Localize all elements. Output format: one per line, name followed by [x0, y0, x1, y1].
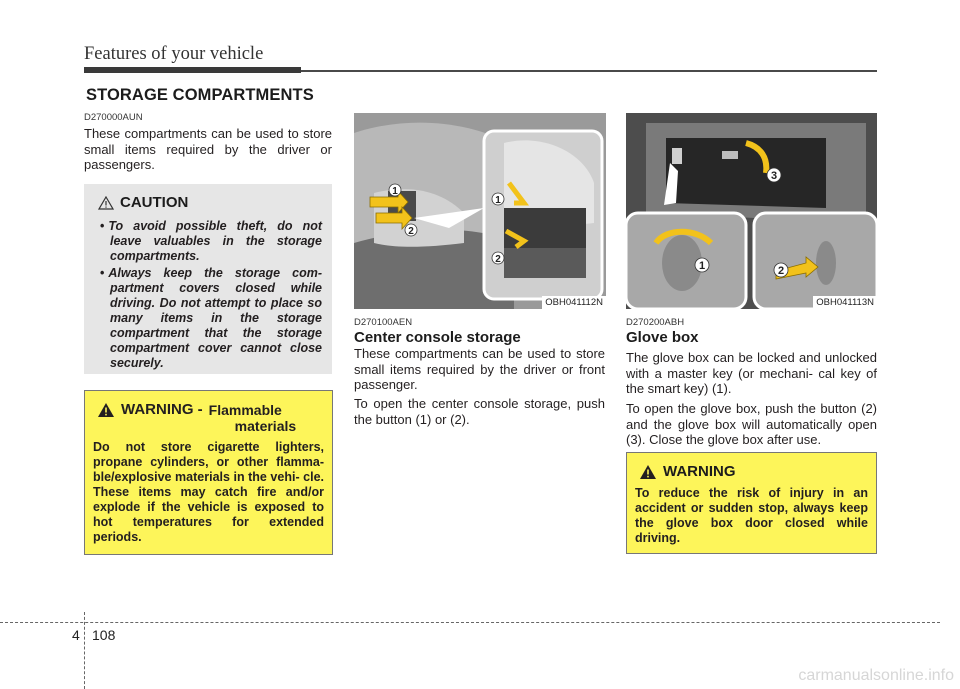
- header-bar: [84, 67, 301, 73]
- caution-item: • To avoid possible theft, do not leave valuables in the storage compartments.: [94, 219, 322, 264]
- section-intro: These compartments can be used to store small items required by the driver or passengers.: [84, 126, 332, 172]
- figure-label: OBH041112N: [542, 296, 606, 309]
- running-header: Features of your vehicle: [84, 44, 264, 64]
- center-console-code: D270100AEN: [354, 317, 413, 328]
- warning-flammable-label: WARNING -: [121, 401, 203, 418]
- callout-1: 1: [495, 195, 501, 206]
- section-code: D270000AUN: [84, 112, 143, 123]
- warning-glove-heading-text: WARNING: [663, 463, 736, 480]
- center-console-illustration: [354, 113, 606, 309]
- warning-flammable-subheading: materials: [234, 418, 297, 434]
- caution-triangle-icon: [98, 196, 114, 210]
- glove-box-title: Glove box: [626, 329, 699, 346]
- warning-flammable-box: [84, 390, 333, 555]
- warning-glove-body: To reduce the risk of injury in an accident or sudden stop, always keep the glove box door closed while driving.: [635, 486, 868, 545]
- callout-2: 2: [777, 265, 785, 277]
- warning-triangle-icon: [639, 464, 657, 480]
- glove-box-para: To open the glove box, push the button (2) and the glove box will automatically open (3). Close the glove box after use.: [626, 401, 877, 447]
- glove-box-para: The glove box can be locked and unlocked with a master key (or mechani- cal key of the smart key) (1).: [626, 350, 877, 396]
- warning-glove-box: [626, 452, 877, 554]
- caution-item: • Always keep the storage com- partment covers closed while driving. Do not attempt to place so many items in the storage compartment that the storage compartment cover cannot close securely.: [94, 266, 322, 371]
- caution-heading: [98, 194, 322, 211]
- warning-flammable-heading: [93, 401, 324, 434]
- callout-2: 2: [408, 226, 414, 237]
- figure-label: OBH041113N: [813, 296, 877, 309]
- center-console-figure: [354, 113, 606, 309]
- center-console-para: These compartments can be used to store small items required by the driver or front passenger.: [354, 346, 605, 392]
- glove-box-figure: [626, 113, 877, 309]
- header-rule: [301, 70, 877, 72]
- caution-box: [84, 184, 332, 374]
- callout-2: 2: [495, 254, 501, 265]
- page-number: 108: [92, 627, 116, 643]
- glove-box-illustration: [626, 113, 877, 309]
- section-title: STORAGE COMPARTMENTS: [86, 86, 314, 104]
- callout-1: 1: [698, 260, 706, 272]
- caution-list: [94, 219, 322, 371]
- warning-triangle-icon: [97, 402, 115, 418]
- center-console-title: Center console storage: [354, 329, 521, 346]
- warning-glove-heading: [639, 463, 868, 480]
- callout-3: 3: [770, 170, 778, 182]
- chapter-number: 4: [72, 627, 80, 643]
- warning-flammable-subheading: Flammable: [208, 402, 282, 418]
- warning-flammable-body: Do not store cigarette lighters, propane cylinders, or other flamma- ble/explosive materials in the vehi- cle. These items may catch fire and/or explode if the vehicle is exposed to hot temperatures for extended periods.: [93, 440, 324, 544]
- watermark: carmanualsonline.info: [798, 667, 954, 684]
- center-console-para: To open the center console storage, push the button (1) or (2).: [354, 396, 605, 427]
- callout-1: 1: [392, 186, 398, 197]
- caution-heading-text: CAUTION: [120, 194, 189, 211]
- glove-box-code: D270200ABH: [626, 317, 685, 328]
- footer-divider: [84, 612, 85, 689]
- footer-rule: [0, 622, 940, 623]
